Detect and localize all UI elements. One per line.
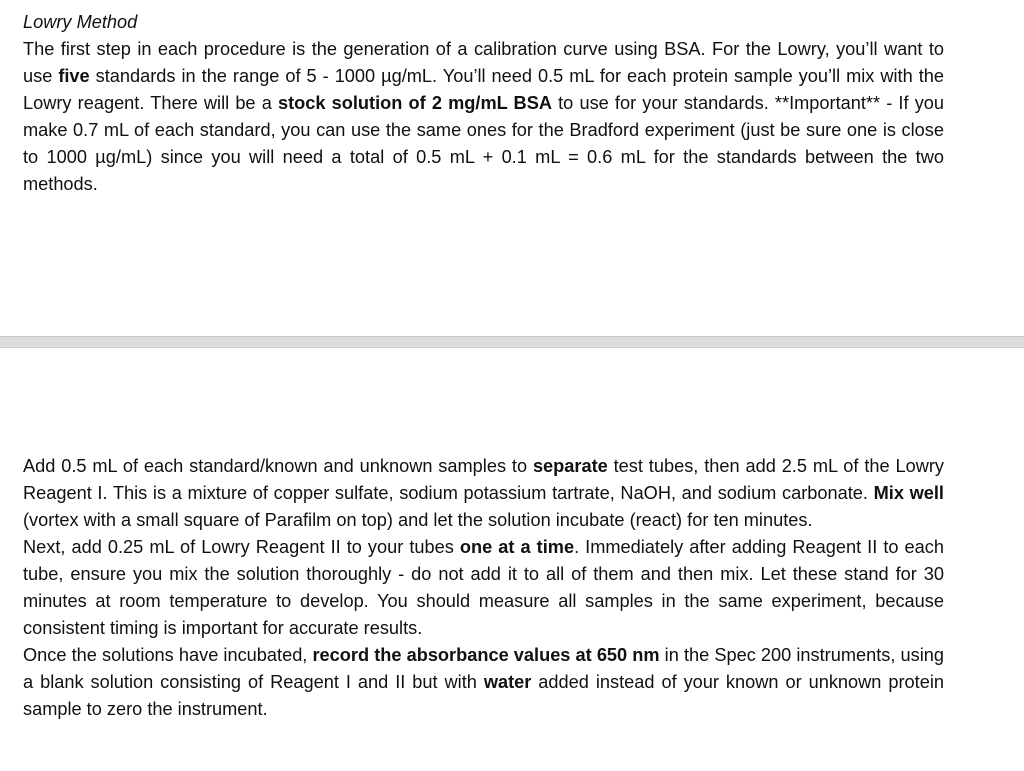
emphasis-mix-well: Mix well — [873, 483, 944, 503]
lowry-procedure-section — [23, 453, 944, 723]
emphasis-record-absorbance: record the absorbance values at 650 nm — [312, 645, 660, 665]
emphasis-one-at-a-time: one at a time — [459, 537, 575, 557]
section-heading: Lowry Method — [23, 12, 138, 32]
lowry-intro-section — [23, 9, 944, 198]
emphasis-water: water — [483, 672, 532, 692]
text-run: Once the solutions have incubated, — [23, 645, 313, 665]
text-run: in the Spec 200 instruments, using a blank solution consisting of Reagent I and II but with — [23, 645, 945, 692]
text-run: The first step in each procedure is the generation of a calibration curve using BSA. For the Lowry, you’ll want to use — [23, 39, 944, 86]
emphasis-stock-solution: stock solution of 2 mg/mL BSA — [277, 93, 552, 113]
text-run: Add 0.5 mL of each standard/known and unknown samples to — [23, 456, 533, 476]
text-run: test tubes, then add 2.5 mL of the Lowry Reagent I. This is a mixture of copper sulfate, sodium potassium tartrate, NaOH, and sodium carbonate. — [23, 456, 944, 503]
procedure-paragraph-1 — [23, 453, 944, 534]
text-run: standards in the range of 5 - 1000 µg/mL. You’ll need 0.5 mL for each protein sample you’ll mix with the Lowry reagent. There will be a — [23, 66, 944, 113]
emphasis-separate: separate — [532, 456, 608, 476]
text-run: Next, add 0.25 mL of Lowry Reagent II to your tubes — [23, 537, 460, 557]
calibration-paragraph — [23, 36, 944, 198]
text-run: to use for your standards. **Important** - If you make 0.7 mL of each standard, you can use the same ones for the Bradford experiment (just be sure one is close to 1000 µg/mL) since you will need a total of 0.5 mL + 0.1 mL = 0.6 mL for the standards between the two methods. — [23, 93, 945, 194]
text-run: . Immediately after adding Reagent II to each tube, ensure you mix the solution thoroughly - do not add it to all of them and then mix. Let these stand for 30 minutes at room temperature to develop. You should measure all samples in the same experiment, because consistent timing is important for accurate results. — [23, 537, 944, 638]
text-run: added instead of your known or unknown protein sample to zero the instrument. — [23, 672, 944, 719]
page-separator — [0, 336, 1024, 348]
document-page-top — [0, 0, 1024, 336]
procedure-paragraph-2 — [23, 534, 944, 642]
emphasis-five: five — [58, 66, 90, 86]
text-run: (vortex with a small square of Parafilm on top) and let the solution incubate (react) for ten minutes. — [23, 510, 813, 530]
procedure-paragraph-3 — [23, 642, 944, 723]
